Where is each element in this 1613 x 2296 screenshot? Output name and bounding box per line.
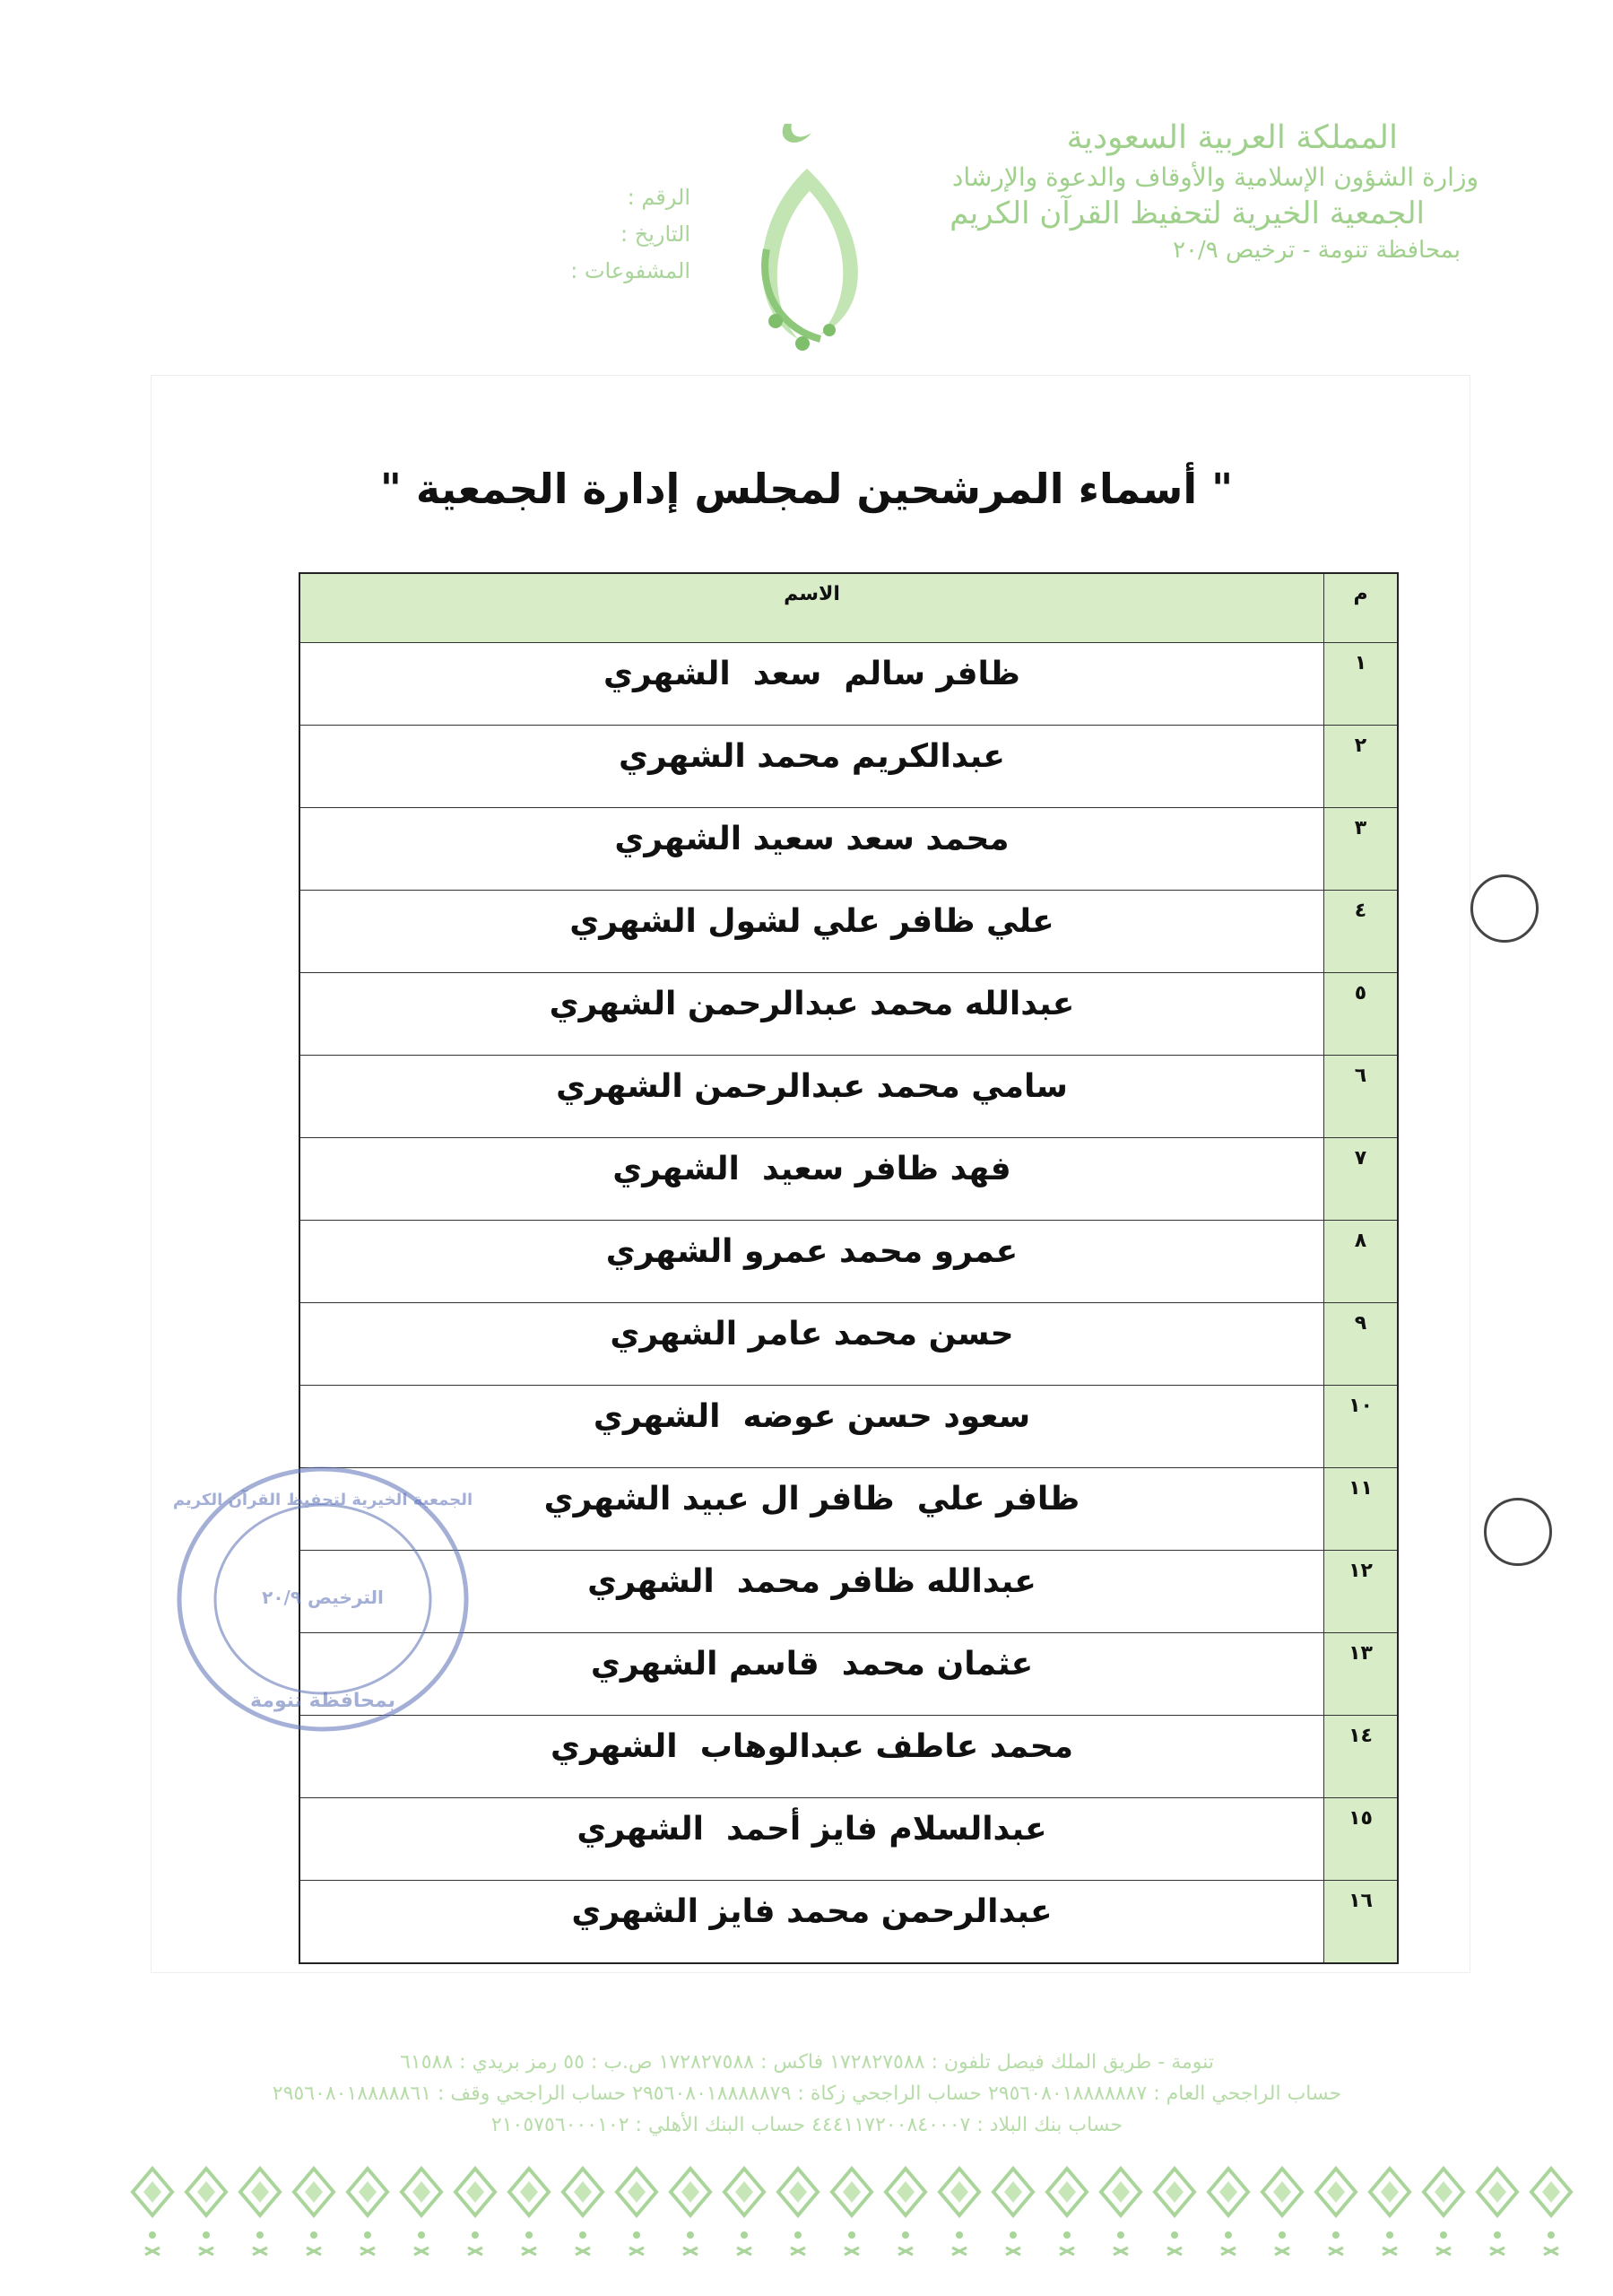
row-name: سعود حسن عوضه الشهري xyxy=(593,1398,1031,1435)
table-row xyxy=(300,642,1397,725)
official-stamp xyxy=(161,1451,484,1747)
candidates-table xyxy=(299,572,1399,1964)
table-row xyxy=(300,1137,1397,1220)
row-name: محمد سعد سعيد الشهري xyxy=(614,821,1010,857)
table-header-row xyxy=(300,574,1397,642)
table-row xyxy=(300,1797,1397,1880)
letterhead-org xyxy=(950,117,1479,266)
letterhead-line-1: المملكة العربية السعودية xyxy=(1066,119,1398,156)
row-name: عبدالكريم محمد الشهري xyxy=(619,738,1005,775)
row-name: محمد عاطف عبدالوهاب الشهري xyxy=(551,1728,1073,1765)
footer-line-2: حساب الراجحي العام : ٢٩٥٦٠٨٠١٨٨٨٨٨٨٧ حساب الراجحي زكاة : ٢٩٥٦٠٨٠١٨٨٨٨٨٧٩ حساب الراجحي وقف : ٢٩٥٦٠٨٠١٨٨٨٨٨٦١ xyxy=(272,2083,1342,2106)
row-num: ٣ xyxy=(1323,808,1397,890)
table-row xyxy=(300,807,1397,890)
stamp-line-2: الترخيص ٢٠/٩ xyxy=(262,1587,384,1608)
row-num: ٤ xyxy=(1323,891,1397,972)
table-row xyxy=(300,725,1397,807)
row-name: ظافر سالم سعد الشهري xyxy=(603,656,1020,692)
table-row xyxy=(300,972,1397,1055)
stamp-line-1: الجمعية الخيرية لتحفيظ القرآن الكريم xyxy=(172,1491,473,1509)
table-row xyxy=(300,1055,1397,1137)
decorative-border xyxy=(126,2161,1578,2260)
row-num: ٨ xyxy=(1323,1221,1397,1302)
reference-fields xyxy=(538,179,690,289)
row-name: عبدالله ظافر محمد الشهري xyxy=(587,1563,1036,1600)
page-title: " أسماء المرشحين لمجلس إدارة الجمعية " xyxy=(379,465,1234,513)
punch-hole-top xyxy=(1470,874,1539,943)
letterhead-line-4: بمحافظة تنومة - ترخيص ٢٠/٩ xyxy=(1173,237,1461,265)
ref-number-label: الرقم : xyxy=(627,185,690,210)
row-num: ١٠ xyxy=(1323,1386,1397,1467)
row-name: عثمان محمد قاسم الشهري xyxy=(590,1646,1034,1683)
footer-line-3: حساب بنك البلاد : ٤٤٤١١٧٢٠٠٨٤٠٠٠٧ حساب البنك الأهلي : ٢١٠٥٧٥٦٠٠٠١٠٢ xyxy=(490,2114,1123,2137)
ref-attachments-label: المشفوعات : xyxy=(570,257,690,283)
row-name: عبدالسلام فايز أحمد الشهري xyxy=(577,1811,1047,1848)
header-name: الاسم xyxy=(784,583,840,605)
letterhead-line-2: وزارة الشؤون الإسلامية والأوقاف والدعوة والإرشاد xyxy=(951,161,1479,192)
row-num: ٧ xyxy=(1323,1138,1397,1220)
header-num: م xyxy=(1323,574,1397,642)
punch-hole-bottom xyxy=(1484,1498,1552,1566)
row-num: ١٦ xyxy=(1323,1881,1397,1962)
table-row xyxy=(300,1302,1397,1385)
ref-date-label: التاريخ : xyxy=(620,221,690,247)
row-name: فهد ظافر سعيد الشهري xyxy=(612,1151,1011,1187)
row-num: ١٥ xyxy=(1323,1798,1397,1880)
row-num: ١٣ xyxy=(1323,1633,1397,1715)
row-num: ٩ xyxy=(1323,1303,1397,1385)
footer-line-1: تنومة - طريق الملك فيصل تلفون : ١٧٢٨٢٧٥٨٨ فاكس : ١٧٢٨٢٧٥٨٨ ص.ب : ٥٥ رمز بريدي : ٦١٥٨٨ xyxy=(400,2051,1214,2074)
footer-contact xyxy=(134,2047,1479,2142)
table-row xyxy=(300,890,1397,972)
letterhead-line-3: الجمعية الخيرية لتحفيظ القرآن الكريم xyxy=(950,196,1425,232)
row-name: علي ظافر علي لشول الشهري xyxy=(569,903,1054,940)
row-name: حسن محمد عامر الشهري xyxy=(610,1316,1014,1352)
table-row xyxy=(300,1880,1397,1962)
row-num: ٦ xyxy=(1323,1056,1397,1137)
row-name: سامي محمد عبدالرحمن الشهري xyxy=(556,1068,1068,1105)
row-num: ٥ xyxy=(1323,973,1397,1055)
stamp-line-3: بمحافظة تنومة xyxy=(250,1690,395,1712)
organization-logo xyxy=(713,115,901,357)
row-name: ظافر علي ظافر ال عبيد الشهري xyxy=(543,1481,1080,1518)
row-num: ١٤ xyxy=(1323,1716,1397,1797)
row-num: ١ xyxy=(1323,643,1397,725)
row-num: ١٢ xyxy=(1323,1551,1397,1632)
row-name: عبدالرحمن محمد فايز الشهري xyxy=(571,1893,1053,1930)
row-name: عبدالله محمد عبدالرحمن الشهري xyxy=(549,986,1075,1022)
row-name: عمرو محمد عمرو الشهري xyxy=(605,1233,1019,1270)
row-num: ٢ xyxy=(1323,726,1397,807)
row-num: ١١ xyxy=(1323,1468,1397,1550)
table-row xyxy=(300,1220,1397,1302)
